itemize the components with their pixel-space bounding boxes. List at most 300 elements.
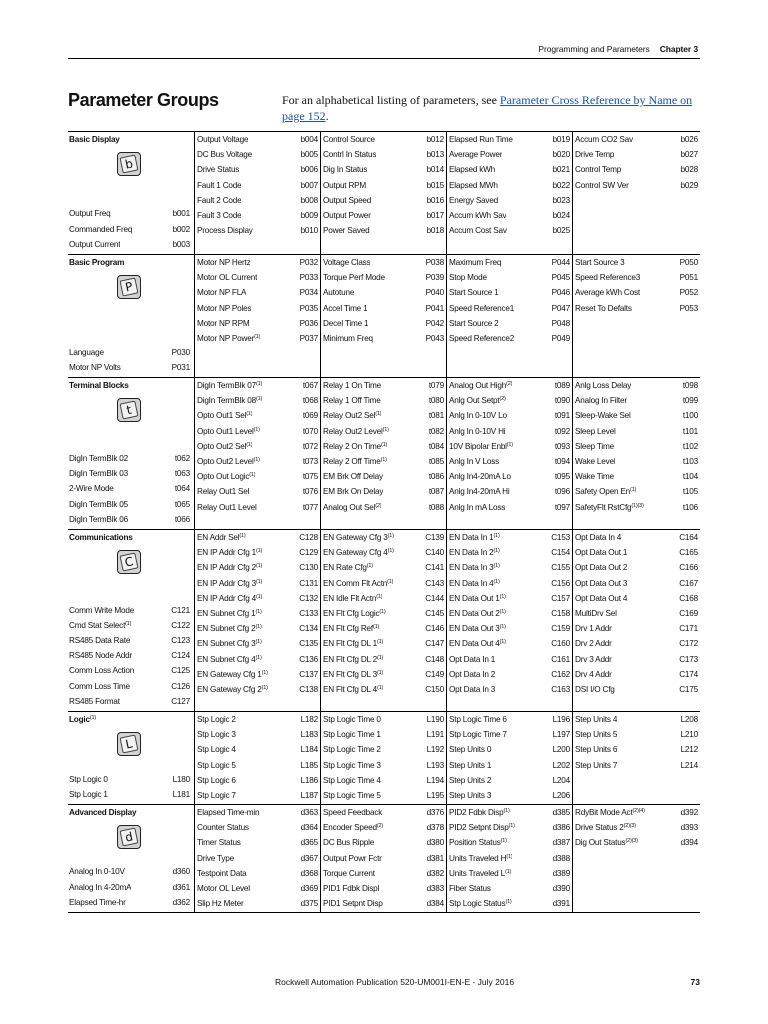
- parameter-row: [321, 805, 446, 820]
- parameter-row: [68, 880, 192, 895]
- parameter-row: [195, 178, 320, 193]
- parameter-row: [68, 481, 192, 496]
- group-label-column: [68, 712, 192, 804]
- footnote-marker: (1): [380, 441, 388, 448]
- footnote-marker: (1): [249, 472, 256, 479]
- parameter-name: [449, 255, 501, 270]
- parameter-name: [197, 621, 262, 636]
- parameter-code: d380: [426, 838, 444, 848]
- parameter-row: [573, 393, 700, 408]
- parameter-name: [197, 530, 246, 545]
- parameter-code: C158: [551, 608, 570, 618]
- parameter-row: [195, 484, 320, 499]
- parameter-code: t067: [302, 381, 318, 390]
- parameter-row: [447, 469, 572, 484]
- parameter-row: [321, 316, 446, 331]
- parameter-code: L187: [300, 790, 318, 800]
- parameter-code: d385: [552, 808, 570, 817]
- parameter-name: [449, 270, 487, 285]
- parameter-name-text: Power Saved: [323, 226, 370, 236]
- parameter-name-text: Opto Out2 Sel: [197, 441, 247, 451]
- parameter-row: [195, 469, 320, 484]
- parameter-name-text: Elapsed Time-hr: [69, 897, 126, 907]
- parameter-name-text: Sleep Time: [575, 441, 614, 451]
- parameter-code: P047: [551, 303, 570, 313]
- parameter-row: [573, 712, 700, 727]
- parameter-code: L181: [172, 789, 190, 799]
- footnote-marker: (1): [506, 441, 513, 448]
- parameter-name-text: Language: [69, 347, 104, 357]
- parameter-name-text: Control Source: [323, 135, 375, 144]
- parameter-row: [573, 636, 700, 651]
- parameter-name: [323, 758, 381, 773]
- parameter-name: [197, 439, 252, 454]
- parameter-column: [572, 255, 700, 377]
- footnote-marker: (1): [239, 533, 246, 539]
- parameter-name-text: Output Voltage: [197, 135, 249, 144]
- parameter-name-text: RdyBit Mode Act: [575, 808, 633, 817]
- parameter-name-text: Comm Write Mode: [69, 605, 135, 615]
- parameter-name: [449, 208, 506, 223]
- parameter-name-text: PID2 Fdbk Disp: [449, 808, 504, 817]
- parameter-name-text: SafetyFlt RstCfg: [575, 502, 632, 512]
- parameter-row: [321, 530, 446, 545]
- parameter-name: [197, 805, 259, 820]
- parameter-name: [323, 851, 382, 866]
- parameter-row: [573, 178, 700, 193]
- parameter-column: [446, 805, 572, 912]
- parameter-code: d367: [300, 853, 318, 863]
- parameter-row: [447, 591, 572, 606]
- parameter-row: [573, 147, 700, 162]
- parameter-row: [321, 408, 446, 423]
- parameter-name: [575, 712, 617, 727]
- parameter-name: [449, 851, 512, 866]
- parameter-name-text: Contrl In Status: [323, 150, 377, 160]
- parameter-name-text: Stp Logic Time 6: [449, 715, 507, 724]
- parameter-row: [447, 742, 572, 757]
- parameter-code: C162: [551, 669, 570, 679]
- parameter-code: L184: [300, 745, 318, 755]
- footnote-marker: (1): [630, 487, 637, 494]
- parameter-row: [68, 694, 192, 709]
- parameter-code: d386: [552, 823, 570, 833]
- parameter-row: [68, 895, 192, 910]
- parameter-name: [69, 481, 114, 496]
- parameter-name: [575, 545, 627, 560]
- group-name: [68, 255, 192, 270]
- parameter-name-text: Drv 2 Addr: [575, 639, 612, 649]
- parameter-row: [321, 424, 446, 439]
- parameter-name-text: Opt Data In 2: [449, 669, 496, 679]
- footnote-marker: (1): [493, 578, 500, 585]
- parameter-column: [194, 132, 320, 254]
- parameter-code: L192: [426, 745, 444, 755]
- parameter-code: t089: [554, 381, 570, 390]
- parameter-row: [195, 132, 320, 147]
- parameter-row: [68, 633, 192, 648]
- parameter-code: P046: [551, 288, 570, 298]
- footnote-marker: (1): [508, 823, 515, 830]
- parameter-name-text: Voltage Class: [323, 258, 371, 267]
- parameter-name-text: Relay Out1 Sel: [197, 487, 250, 497]
- parameter-name-text: Relay Out2 Sel: [323, 411, 376, 421]
- footnote-marker: (2)(3): [623, 823, 636, 830]
- parameter-code: d368: [300, 868, 318, 878]
- parameter-name: [197, 378, 262, 393]
- footnote-marker: (2): [375, 502, 382, 509]
- parameter-name-text: Opt Data Out 1: [575, 548, 628, 558]
- parameter-name-text: EN Idle Flt Actn: [323, 593, 377, 603]
- parameter-row: [573, 439, 700, 454]
- parameter-name-text: Torque Perf Mode: [323, 273, 385, 283]
- parameter-code: b026: [680, 135, 698, 144]
- parameter-name: [449, 439, 513, 454]
- parameter-name: [69, 451, 128, 466]
- parameter-code: d392: [680, 808, 698, 817]
- parameter-code: t062: [174, 454, 190, 464]
- section-title: Programming and Parameters: [538, 44, 650, 54]
- parameter-name-text: Opt Data In 4: [575, 533, 622, 542]
- parameter-name: [197, 424, 260, 439]
- parameter-name: [575, 132, 633, 147]
- footnote-marker: (1): [375, 411, 382, 418]
- group-lead-parameters: [68, 772, 192, 802]
- parameter-code: C121: [171, 605, 190, 615]
- intro-paragraph: [282, 92, 712, 124]
- parameter-name: [197, 636, 262, 651]
- parameter-row: [447, 454, 572, 469]
- parameter-name: [323, 285, 354, 300]
- parameter-name-text: Stp Logic Time 0: [323, 715, 381, 724]
- parameter-name: [575, 393, 627, 408]
- parameter-name: [323, 301, 367, 316]
- parameter-name-text: PID1 Setpnt Disp: [323, 899, 383, 909]
- parameter-name: [449, 621, 506, 636]
- parameter-code: d391: [552, 899, 570, 909]
- parameter-name-text: Start Source 2: [449, 318, 499, 328]
- parameter-column: [194, 378, 320, 529]
- parameter-code: L204: [552, 775, 570, 785]
- parameter-name: [575, 576, 627, 591]
- parameter-code: t079: [428, 381, 444, 390]
- parameter-code: t098: [682, 381, 698, 390]
- parameter-code: C156: [551, 578, 570, 588]
- group-label-column: [68, 255, 192, 377]
- parameter-name-text: Relay 2 Off Time: [323, 456, 381, 466]
- parameter-name: [575, 682, 615, 697]
- parameter-name-text: EN Flt Cfg DL 3: [323, 669, 378, 679]
- parameter-name: [449, 820, 515, 835]
- parameter-name-text: Opto Out1 Sel: [197, 411, 247, 421]
- footnote-marker: (1): [382, 426, 389, 433]
- parameter-code: C165: [679, 548, 698, 558]
- parameter-row: [195, 408, 320, 423]
- parameter-name-text: Step Units 3: [449, 790, 492, 800]
- parameter-name: [197, 591, 262, 606]
- parameter-code: b015: [426, 180, 444, 190]
- parameter-code: P043: [425, 333, 444, 343]
- parameter-row: [321, 162, 446, 177]
- parameter-name-text: EN Data Out 4: [449, 639, 500, 649]
- parameter-name-text: EN Data In 2: [449, 548, 494, 558]
- parameter-name-text: Stp Logic 5: [197, 760, 236, 770]
- group-lead-parameters: [68, 864, 192, 910]
- parameter-name: [323, 820, 383, 835]
- parameter-row: [195, 758, 320, 773]
- footnote-marker: (1): [377, 669, 384, 676]
- parameter-code: C140: [425, 548, 444, 558]
- parameter-name-text: Start Source 3: [575, 258, 625, 267]
- parameter-code: t077: [302, 502, 318, 512]
- parameter-code: P042: [425, 318, 444, 328]
- parameter-name-text: Stp Logic Time 7: [449, 730, 507, 740]
- parameter-name: [449, 316, 499, 331]
- parameter-name: [449, 881, 491, 896]
- parameter-code: b020: [552, 150, 570, 160]
- group-label-column: [68, 530, 192, 711]
- parameter-name: [449, 636, 506, 651]
- group-display-icon: [117, 732, 141, 756]
- parameter-name: [323, 560, 373, 575]
- parameter-row: [195, 285, 320, 300]
- parameter-name: [575, 591, 627, 606]
- parameter-name-text: EN Gateway Cfg 1: [197, 669, 262, 679]
- parameter-row: [321, 545, 446, 560]
- parameter-code: t085: [428, 456, 444, 466]
- parameter-name-text: Output Current: [69, 239, 121, 249]
- parameter-name: [197, 652, 262, 667]
- parameter-name: [575, 285, 640, 300]
- parameter-name: [197, 788, 236, 803]
- parameter-name: [69, 663, 134, 678]
- parameter-code: C127: [171, 696, 190, 706]
- parameter-name-text: Anlg Out Setpt: [449, 396, 500, 406]
- parameter-name: [449, 285, 499, 300]
- parameter-name-text: Analog In 4-20mA: [69, 882, 132, 892]
- parameter-name-text: Motor NP Hertz: [197, 258, 251, 267]
- parameter-column: [320, 712, 446, 804]
- parameter-name: [197, 835, 241, 850]
- parameter-row: [68, 512, 192, 527]
- parameter-code: t065: [174, 499, 190, 509]
- parameter-row: [573, 591, 700, 606]
- parameter-row: [195, 851, 320, 866]
- parameter-name-text: Stp Logic 2: [197, 715, 236, 724]
- parameter-name: [575, 758, 617, 773]
- parameter-name-text: Anlg In4-20mA Hi: [449, 487, 510, 497]
- footnote-marker: (1): [256, 563, 263, 570]
- parameter-code: C136: [299, 654, 318, 664]
- parameter-code: P033: [299, 273, 318, 283]
- parameter-name-text: Opt Data In 3: [449, 684, 496, 694]
- parameter-row: [573, 500, 700, 515]
- parameter-name-text: EN Flt Cfg DL 1: [323, 639, 378, 649]
- parameter-code: t096: [554, 487, 570, 497]
- parameter-column: [194, 805, 320, 912]
- parameter-code: t099: [682, 396, 698, 406]
- parameter-name-text: Cmd Stat Select: [69, 620, 126, 630]
- parameter-row: [573, 378, 700, 393]
- parameter-name: [575, 820, 636, 835]
- parameter-code: d363: [300, 808, 318, 817]
- parameter-code: b001: [172, 209, 190, 219]
- parameter-name: [197, 193, 241, 208]
- parameter-name-text: Accum kWh Sav: [449, 210, 507, 220]
- publication-id: Rockwell Automation Publication 520-UM001I-EN-E - July 2016: [275, 977, 515, 987]
- footnote-marker: (1): [500, 838, 507, 845]
- parameter-code: C149: [425, 669, 444, 679]
- parameter-code: d389: [552, 868, 570, 878]
- parameter-name: [323, 788, 381, 803]
- footnote-marker: (1): [256, 548, 263, 555]
- parameter-code: d393: [680, 823, 698, 833]
- parameter-name: [323, 208, 371, 223]
- parameter-row: [447, 301, 572, 316]
- parameter-name: [449, 788, 491, 803]
- parameter-code: L180: [172, 774, 190, 784]
- parameter-name: [323, 636, 383, 651]
- parameter-row: [447, 178, 572, 193]
- parameter-code: L193: [426, 760, 444, 770]
- parameter-name-text: Counter Status: [197, 823, 249, 833]
- parameter-name-text: EN IP Addr Cfg 1: [197, 548, 256, 558]
- parameter-code: b019: [552, 135, 570, 144]
- parameter-group: [68, 530, 700, 712]
- parameter-name: [449, 545, 500, 560]
- parameter-column: [320, 530, 446, 711]
- intro-end: .: [325, 109, 329, 123]
- parameter-name: [69, 237, 120, 252]
- parameter-row: [447, 193, 572, 208]
- parameter-row: [573, 576, 700, 591]
- parameter-code: b007: [300, 180, 318, 190]
- parameter-column: [320, 805, 446, 912]
- parameter-code: C128: [299, 533, 318, 542]
- parameter-name-text: DigIn TermBlk 08: [197, 396, 256, 406]
- parameter-row: [447, 682, 572, 697]
- parameter-code: P039: [425, 273, 444, 283]
- parameter-code: C138: [299, 684, 318, 694]
- parameter-column: [320, 255, 446, 377]
- parameter-code: C129: [299, 548, 318, 558]
- parameter-row: [573, 742, 700, 757]
- group-lead-parameters: [68, 345, 192, 375]
- parameter-name: [69, 360, 121, 375]
- parameter-code: t063: [174, 469, 190, 479]
- parameter-name: [69, 633, 130, 648]
- parameter-code: b010: [300, 226, 318, 236]
- parameter-code: b009: [300, 210, 318, 220]
- parameter-name-text: Anlg In 0-10V Hi: [449, 426, 506, 436]
- parameter-name: [197, 301, 251, 316]
- parameter-code: C146: [425, 624, 444, 634]
- parameter-name: [575, 408, 631, 423]
- parameter-name-text: Stp Logic Time 1: [323, 730, 381, 740]
- parameter-group: [68, 805, 700, 913]
- parameter-code: P048: [551, 318, 570, 328]
- parameter-name: [323, 682, 383, 697]
- parameter-name-text: DC Bus Ripple: [323, 838, 375, 848]
- parameter-row: [573, 301, 700, 316]
- parameter-row: [447, 500, 572, 515]
- group-icon-letter: t: [120, 401, 139, 420]
- parameter-code: t086: [428, 472, 444, 482]
- parameter-name: [69, 694, 120, 709]
- parameter-name-text: Motor NP Poles: [197, 303, 252, 313]
- parameter-code: t075: [302, 472, 318, 482]
- parameter-name: [575, 560, 627, 575]
- parameter-row: [573, 835, 700, 850]
- parameter-name: [323, 773, 381, 788]
- footnote-marker: (1): [256, 593, 263, 600]
- parameter-row: [447, 576, 572, 591]
- group-display-icon: [117, 152, 141, 176]
- parameter-row: [68, 345, 192, 360]
- footnote-marker: (1): [255, 608, 262, 615]
- page-title: Parameter Groups: [68, 90, 219, 110]
- parameter-name: [323, 652, 383, 667]
- parameter-code: P044: [551, 258, 570, 267]
- parameter-name-text: EM Brk On Delay: [323, 487, 384, 497]
- parameter-name-text: RS485 Data Rate: [69, 636, 131, 646]
- parameter-code: C144: [425, 593, 444, 603]
- parameter-name: [323, 500, 381, 515]
- parameter-name-text: PID1 Fdbk Displ: [323, 883, 380, 893]
- footnote-marker: (2): [506, 381, 513, 387]
- parameter-name-text: EN Comm Flt Actn: [323, 578, 388, 588]
- parameter-name: [449, 424, 505, 439]
- parameter-code: C169: [679, 608, 698, 618]
- parameter-row: [447, 773, 572, 788]
- parameter-code: P032: [299, 258, 318, 267]
- parameter-code: b029: [680, 180, 698, 190]
- parameter-row: [195, 255, 320, 270]
- parameter-row: [321, 500, 446, 515]
- parameter-row: [195, 162, 320, 177]
- parameter-row: [573, 820, 700, 835]
- footnote-marker: (1): [499, 593, 506, 600]
- parameter-row: [321, 591, 446, 606]
- footnote-marker: (1): [376, 593, 383, 600]
- parameter-name-text: Accum Cost Sav: [449, 226, 507, 236]
- parameter-code: d365: [300, 838, 318, 848]
- parameter-row: [195, 424, 320, 439]
- parameter-code: b006: [300, 165, 318, 175]
- parameter-name-text: Average kWh Cost: [575, 288, 640, 298]
- parameter-name-text: Opt Data Out 3: [575, 578, 628, 588]
- parameter-code: C172: [679, 639, 698, 649]
- parameter-code: C154: [551, 548, 570, 558]
- parameter-code: b016: [426, 195, 444, 205]
- parameter-name: [449, 178, 498, 193]
- parameter-code: d390: [552, 883, 570, 893]
- parameter-name-text: Stp Logic 6: [197, 775, 236, 785]
- footnote-marker: (1): [256, 578, 263, 585]
- cross-reference-link[interactable]: Parameter Cross Reference by Name on page 152: [282, 93, 693, 123]
- parameter-code: t068: [302, 396, 318, 406]
- group-name: [68, 805, 192, 820]
- group-name: [68, 712, 192, 727]
- parameter-row: [447, 331, 572, 346]
- parameter-code: b008: [300, 195, 318, 205]
- parameter-name-text: EN Gateway Cfg 4: [323, 548, 388, 558]
- parameter-row: [321, 576, 446, 591]
- parameter-name-text: Output Freq: [69, 209, 111, 219]
- parameter-code: C161: [551, 654, 570, 664]
- parameter-name: [575, 162, 621, 177]
- parameter-name-text: Average Power: [449, 150, 503, 160]
